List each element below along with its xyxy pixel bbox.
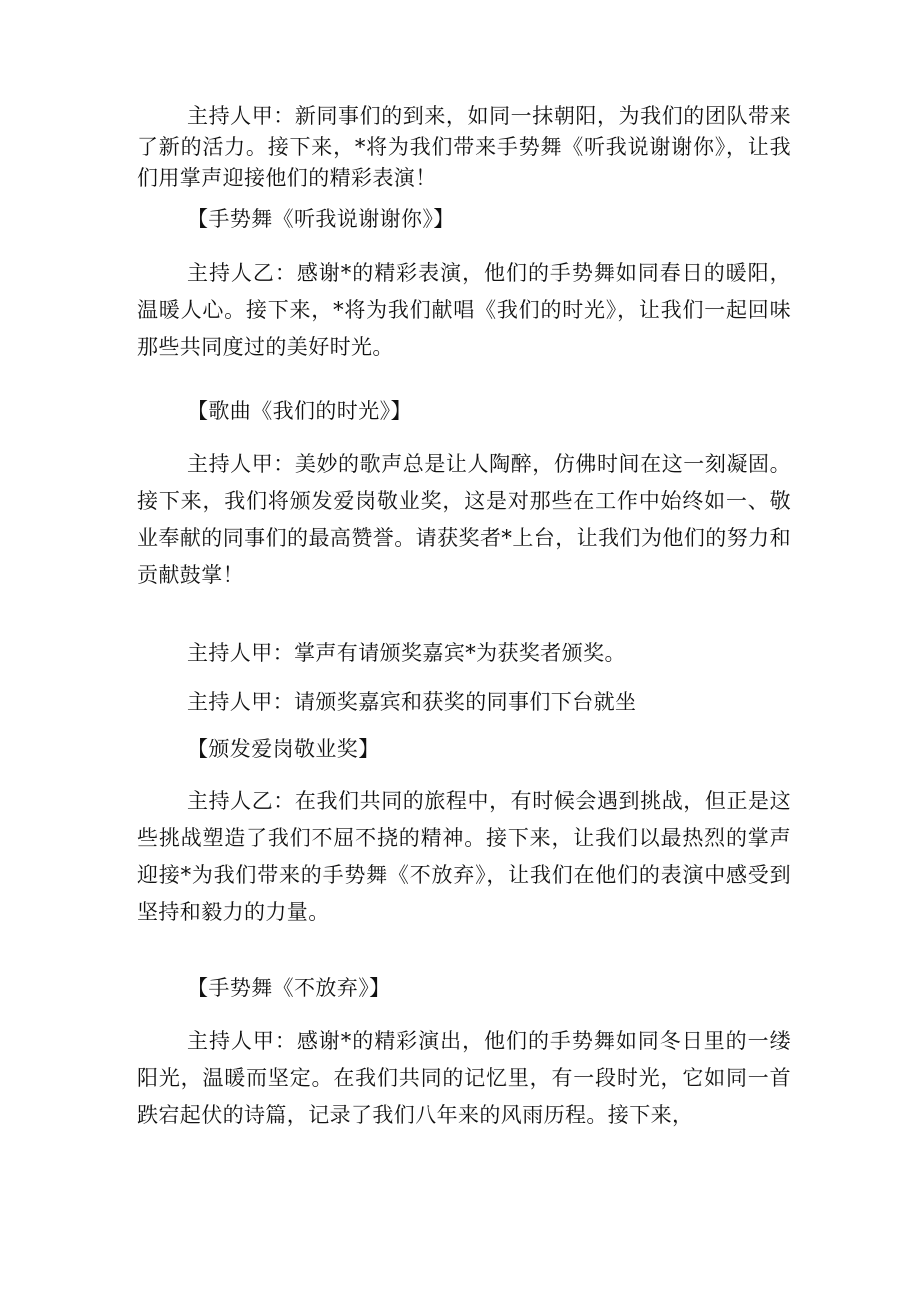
program-heading-sign-dance-thank-you: 【手势舞《听我说谢谢你》】 xyxy=(187,207,455,231)
program-heading-dedication-award: 【颁发爱岗敬业奖】 xyxy=(187,737,380,761)
program-heading-song-our-time: 【歌曲《我们的时光》】 xyxy=(187,399,412,423)
host-a-paragraph-return-seats: 主持人甲：请颁奖嘉宾和获奖的同事们下台就坐 xyxy=(187,690,637,714)
host-a-paragraph-closing: 主持人甲：感谢*的精彩演出，他们的手势舞如同冬日里的一缕阳光，温暖而坚定。在我们共同的记忆里，有一段时光，它如同一首跌宕起伏的诗篇，记录了我们八年来的风雨历程。接下来， xyxy=(137,1029,791,1127)
program-heading-sign-dance-never-give-up: 【手势舞《不放弃》】 xyxy=(187,976,391,1000)
host-a-paragraph-award-intro: 主持人甲：美妙的歌声总是让人陶醉，仿佛时间在这一刻凝固。接下来，我们将颁发爱岗敬业奖，这是对那些在工作中始终如一、敬业奉献的同事们的最高赞誉。请获奖者*上台，让我们为他们的努力和贡献鼓掌！ xyxy=(137,452,791,587)
host-b-paragraph-song-intro: 主持人乙：感谢*的精彩表演，他们的手势舞如同春日的暖阳，温暖人心。接下来，*将为我们献唱《我们的时光》，让我们一起回味那些共同度过的美好时光。 xyxy=(137,261,791,359)
host-b-paragraph-never-give-up-intro: 主持人乙：在我们共同的旅程中，有时候会遇到挑战，但正是这些挑战塑造了我们不屈不挠的精神。接下来，让我们以最热烈的掌声迎接*为我们带来的手势舞《不放弃》，让我们在他们的表演中感受到坚持和毅力的力量。 xyxy=(137,789,791,924)
host-a-paragraph-award-presenter: 主持人甲：掌声有请颁奖嘉宾*为获奖者颁奖。 xyxy=(187,641,626,665)
host-a-paragraph-intro: 主持人甲：新同事们的到来，如同一抹朝阳，为我们的团队带来了新的活力。接下来，*将为我们带来手势舞《听我说谢谢你》，让我们用掌声迎接他们的精彩表演！ xyxy=(137,104,791,190)
